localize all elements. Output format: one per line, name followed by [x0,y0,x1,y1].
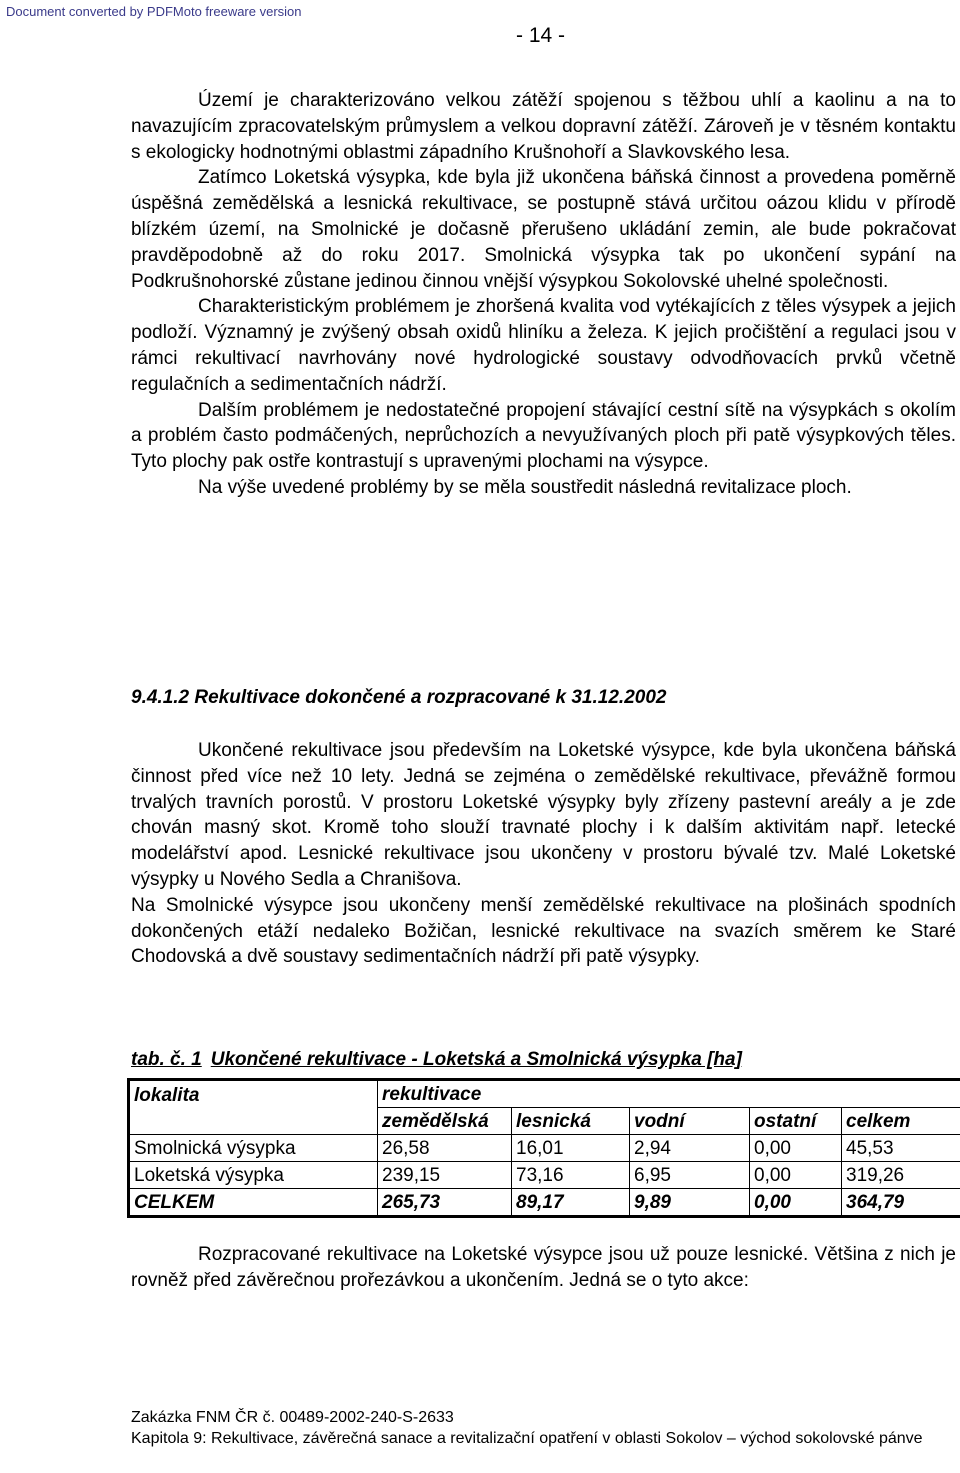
paragraph: Charakteristickým problémem je zhoršená kvalita vod vytékajících z těles výsypek a jejich podloží. Významný je zvýšený obsah oxidů hliníku a železa. K jejich pročištění a regulaci jsou v rámci rekultivací navrhovány nové hydrologické soustavy odvodňovacích prvků včetně regulačních a sedimentačních nádrží. [131,296,956,395]
section-heading: 9.4.1.2 Rekultivace dokončené a rozpracované k 31.12.2002 [131,687,667,708]
intro-section [131,88,956,501]
table-row [129,1135,960,1162]
completed-section [131,738,956,970]
page-footer [131,1407,951,1449]
cell: 0,00 [750,1162,842,1189]
table-caption-title: Ukončené rekultivace - Loketská a Smolnická výsypka [ha] [210,1049,742,1070]
paragraph: Ukončené rekultivace jsou především na Loketské výsypce, kde byla ukončena báňská činnost před více než 10 lety. Jedná se zejména o zemědělské rekultivace, převážně formou trvalých travních porostů. V prostoru Loketské výsypky byly zřízeny pastevní areály a je zde chován masný skot. Kromě toho slouží travnaté plochy i k dalším aktivitám např. letecké modelářství apod. Lesnické rekultivace jsou ukončeny v prostoru bývalé tzv. Malé Loketské výsypky u Nového Sedla a Chranišova. [131,740,956,890]
table-total-row [129,1189,960,1217]
total-cell: 364,79 [842,1189,960,1217]
header-zemedelska: zemědělská [378,1108,512,1135]
total-cell: 0,00 [750,1189,842,1217]
table-header-row [129,1080,960,1108]
row-name: Smolnická výsypka [129,1135,378,1162]
cell: 73,16 [512,1162,630,1189]
header-lesnicka: lesnická [512,1108,630,1135]
paragraph: Zatímco Loketská výsypka, kde byla již ukončena báňská činnost a provedena poměrně úspěšná zemědělská a lesnická rekultivace, se postupně stává určitou oázou klidu v přírodě blízkém území, na Smolnické je dočasně přerušeno ukládání zemin, ale bude pokračovat pravděpodobně až do roku 2017. Smolnická výsypka tak po ukončení sypání na Podkrušnohorské zůstane jedinou činnou vnější výsypkou Sokolovské uhelné společnosti. [131,167,956,292]
table-subheader-row [129,1108,960,1135]
header-celkem: celkem [842,1108,960,1135]
cell: 16,01 [512,1135,630,1162]
cell: 2,94 [630,1135,750,1162]
cell: 0,00 [750,1135,842,1162]
converter-watermark: Document converted by PDFMoto freeware version [6,4,302,19]
footer-chapter: Kapitola 9: Rekultivace, závěrečná sanace a revitalizační opatření v oblasti Sokolov – východ sokolovské pánve [131,1430,923,1447]
header-vodni: vodní [630,1108,750,1135]
ongoing-section [131,1242,956,1294]
paragraph: Rozpracované rekultivace na Loketské výsypce jsou už pouze lesnické. Většina z nich je rovněž před závěrečnou prořezávkou a ukončením. Jedná se o tyto akce: [131,1244,956,1291]
paragraph: Na výše uvedené problémy by se měla soustředit následná revitalizace ploch. [198,476,852,498]
table-row [129,1162,960,1189]
cell: 319,26 [842,1162,960,1189]
header-ostatni: ostatní [750,1108,842,1135]
cell: 239,15 [378,1162,512,1189]
page-number: - 14 - [516,24,566,47]
total-cell: 265,73 [378,1189,512,1217]
header-rekultivace: rekultivace [378,1080,960,1108]
table-caption-number: tab. č. 1 [131,1049,202,1070]
total-name: CELKEM [129,1189,378,1217]
reclamation-table [127,1078,960,1218]
header-empty-cell [129,1108,378,1135]
paragraph: Území je charakterizováno velkou zátěží spojenou s těžbou uhlí a kaolinu a na to navazujícím zpracovatelským průmyslem a velkou dopravní zátěží. Zároveň je v těsném kontaktu s ekologicky hodnotnými oblastmi západního Krušnohoří a Slavkovského lesa. [131,90,956,163]
total-cell: 9,89 [630,1189,750,1217]
cell: 6,95 [630,1162,750,1189]
paragraph: Na Smolnické výsypce jsou ukončeny menší zemědělské rekultivace na plošinách spodních dokončených etáží nedaleko Božičan, lesnické rekultivace na svazích směrem ke Staré Chodovská a dvě soustavy sedimentačních nádrží při patě výsypky. [131,894,956,968]
cell: 26,58 [378,1135,512,1162]
total-cell: 89,17 [512,1189,630,1217]
cell: 45,53 [842,1135,960,1162]
row-name: Loketská výsypka [129,1162,378,1189]
table-caption [131,1049,742,1071]
footer-contract: Zakázka FNM ČR č. 00489-2002-240-S-2633 [131,1409,454,1426]
paragraph: Dalším problémem je nedostatečné propojení stávající cestní sítě na výsypkách s okolím a problém často podmáčených, neprůchozích a nevyužívaných ploch při patě výsypkových těles. Tyto plochy pak ostře kontrastují s upravenými plochami na výsypce. [131,399,956,473]
header-lokalita: lokalita [129,1080,378,1108]
